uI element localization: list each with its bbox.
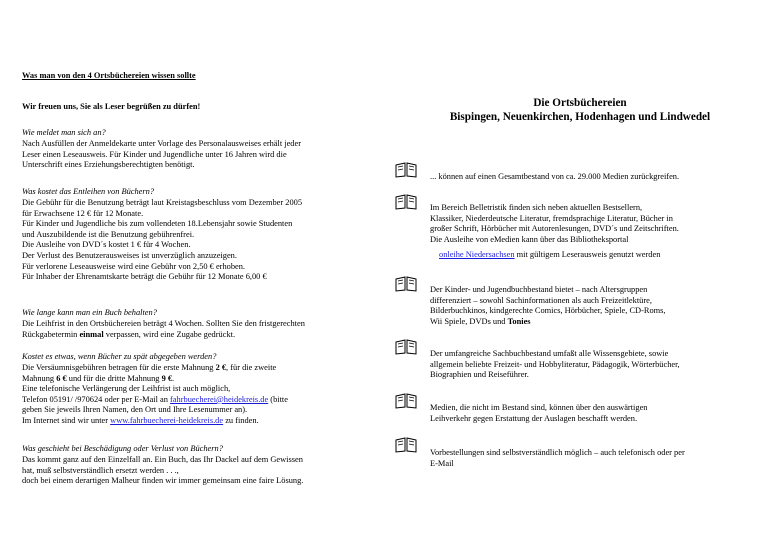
answer-register: Nach Ausfüllen der Anmeldekarte unter Vorlage des Personalausweises erhält jeder Leser einen Leseausweis. Für Kinder und Jugendliche unter 16 Jahren wird die Unterschrift eines Erziehungsberechtigten benötigt. — [22, 139, 301, 170]
fees-text: , für die zweite — [226, 363, 277, 372]
loan-line-2 — [22, 330, 374, 341]
fees-text: Mahnung — [22, 373, 57, 383]
page-title-2: Bispingen, Neuenkirchen, Hodenhagen und Lindwedel — [449, 111, 711, 123]
fee-first: 2 € — [215, 363, 227, 372]
fees-line-4 — [22, 395, 374, 406]
phone-text: Telefon 05191/ /970624 oder per E-Mail an — [22, 394, 171, 404]
question-cost: Was kostet das Entleihen von Büchern? — [22, 187, 155, 196]
item-nonfiction: Der umfangreiche Sachbuchbestand umfaßt alle Wissensgebiete, sowie allgemein beliebte Freizeit- und Hobbyliteratur, Pädagogik, Wörterbücher, Biographien und Reiseführer. — [430, 349, 680, 380]
question-late-fees: Kostet es etwas, wenn Bücher zu spät abgegeben werden? — [22, 352, 217, 361]
answer-loan-period — [22, 319, 374, 340]
fees-text: . — [172, 373, 175, 383]
tonies: Tonies — [507, 316, 531, 326]
question-loan-period: Wie lange kann man ein Buch behalten? — [22, 308, 157, 317]
internet-text: Im Internet sind wir unter — [22, 415, 111, 425]
open-book-icon — [395, 162, 417, 178]
internet-text-end: zu finden. — [223, 415, 259, 425]
item-children — [430, 285, 666, 327]
answer-damage: Das kommt ganz auf den Einzelfall an. Ein Buch, das Ihr Dackel auf dem Gewissen hat, muß selbstverständlich ersetzt werden . . ., doch bei einem derartigen Malheur finden wir immer gemeinsam eine faire Lösung. — [22, 455, 304, 486]
greeting: Wir freuen uns, Sie als Leser begrüßen zu dürfen! — [22, 102, 201, 111]
loan-text: Rückgabetermin — [22, 329, 80, 339]
fees-text: Die Versäumnisgebühren betragen für die erste Mahnung — [22, 363, 216, 372]
children-text: Der Kinder- und Jugendbuchbestand bietet – nach Altersgruppen differenziert – sowohl Sachinformationen als auch Freizeitlektüre, Bilderbuchkinos, kindgerechte Comics, Hörbücher, Spiele, CD-Roms, Wii Spiele, DVDs und — [430, 285, 666, 326]
fees-text: und für die dritte Mahnung — [66, 373, 162, 383]
item-interlibrary: Medien, die nicht im Bestand sind, können über den auswärtigen Leihverkehr gegen Erstattung der Auslagen beschafft werden. — [430, 403, 648, 423]
fees-line-5: geben Sie jeweils Ihren Namen, den Ort und Ihre Lesenummer an). — [22, 405, 248, 415]
item-collection: ... können auf einen Gesamtbestand von ca. 29.000 Medien zurückgreifen. — [430, 172, 680, 181]
page-heading: Was man von den 4 Ortsbüchereien wissen sollte — [22, 71, 196, 80]
fees-text: (bitte — [268, 394, 288, 404]
question-register: Wie meldet man sich an? — [22, 128, 106, 137]
fee-second: 6 € — [56, 373, 67, 383]
open-book-icon — [395, 194, 417, 210]
item-reservations: Vorbestellungen sind selbstverständlich möglich – auch telefonisch oder per E-Mail — [430, 448, 685, 468]
fee-third: 9 € — [161, 373, 173, 383]
fees-line-3: Eine telefonische Verlängerung der Leihfrist ist auch möglich, — [22, 384, 231, 394]
loan-once: einmal — [79, 329, 104, 339]
loan-text-end: verpassen, wird eine Zugabe gedrückt. — [103, 329, 236, 339]
answer-cost: Die Gebühr für die Benutzung beträgt laut Kreistagsbeschluss vom Dezember 2005 für Erwachsene 12 € für 12 Monate. Für Kinder und Jugendliche bis zum vollendeten 18.Lebensjahr sowie Studenten und Auszubildende ist die Benutzung gebührenfrei. Die Ausleihe von DVD´s kostet 1 € für 4 Wochen. Der Verlust des Benutzerausweises ist unverzüglich anzuzeigen. Für verlorene Leseausweise wird eine Gebühr von 2,50 € erhoben. Für Inhaber der Ehrenamtskarte beträgt die Gebühr für 12 Monate 6,00 € — [22, 198, 303, 282]
onleihe-link[interactable]: onleihe Niedersachsen — [439, 250, 515, 259]
page-title-1: Die Ortsbüchereien — [533, 97, 627, 109]
item-fiction: Im Bereich Belletristik finden sich neben aktuellen Bestsellern, Klassiker, Niederdeutsche Literatur, fremdsprachige Literatur, Bücher in großer Schrift, Hörbücher mit Autorenlesungen, DVD´s und Zeitschriften. Die Ausleihe von eMedien kann über das Bibliotheksportal — [430, 203, 679, 244]
question-damage: Was geschieht bei Beschädigung oder Verlust von Büchern? — [22, 444, 223, 453]
open-book-icon — [395, 393, 417, 409]
fees-line-2 — [22, 374, 374, 385]
email-link[interactable]: fahrbuecherei@heidekreis.de — [170, 394, 269, 404]
open-book-icon — [395, 339, 417, 355]
open-book-icon — [395, 276, 417, 292]
open-book-icon — [395, 437, 417, 453]
onleihe-line — [439, 250, 660, 261]
fees-line-1 — [22, 363, 374, 374]
website-link[interactable]: www.fahrbuecherei-heidekreis.de — [110, 415, 224, 425]
loan-line-1: Die Leihfrist in den Ortsbüchereien beträgt 4 Wochen. Sollten Sie den fristgerechten — [22, 319, 305, 328]
fees-line-6 — [22, 416, 374, 427]
answer-late-fees — [22, 363, 374, 427]
onleihe-text: mit gültigem Leserausweis genutzt werden — [514, 250, 661, 259]
